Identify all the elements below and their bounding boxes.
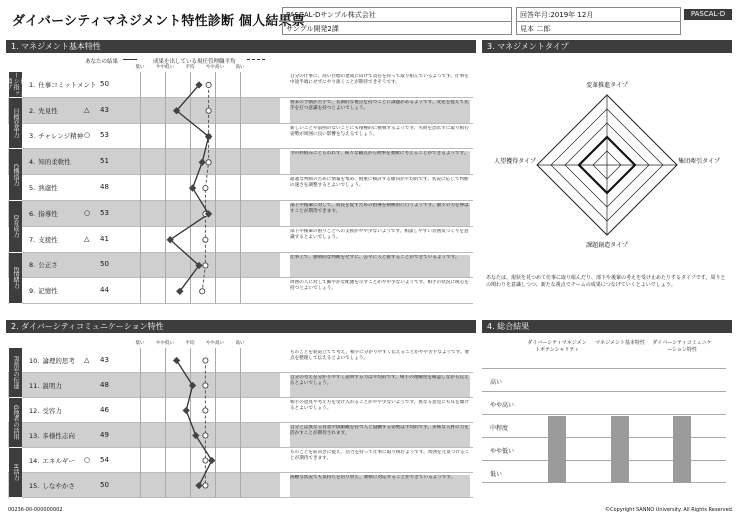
peer-average-point <box>203 263 208 268</box>
trait-score: 41 <box>100 234 109 243</box>
trait-name: 記憶性 <box>38 287 58 296</box>
self-result-point <box>183 407 190 414</box>
trait-no: 5. <box>29 184 36 193</box>
trait-name: 仕事コミットメント <box>38 80 97 89</box>
scale-label: 低い <box>135 65 145 70</box>
summary-level-row <box>482 368 726 391</box>
scale-label: 平均 <box>185 341 195 346</box>
trait-name: しなやかさ <box>42 481 75 490</box>
self-result-line <box>177 361 212 486</box>
trait-name: 支援性 <box>38 235 58 244</box>
trait-no: 10. <box>29 356 40 365</box>
trait-score: 53 <box>100 131 109 140</box>
trait-score: 49 <box>100 430 109 439</box>
self-result-point <box>195 482 202 489</box>
respondent-box <box>516 7 681 35</box>
trait-name: チャレンジ精神 <box>38 132 84 141</box>
scale-label: 低い <box>135 341 145 346</box>
type-comment: あなたは、現状を見つめて仕事に取り組んだり、部下や後輩の考えを受け止めたりするタイプです。周りとの関わりを意識しつつ、新たな視点でチームの成果につなげていくとよいでしょう。 <box>486 275 726 288</box>
trait-description: 自分の仕事に、高い目標の達成に向けて責任を持って取り組んでいるようです。仕事を中途半端にせずにやり抜くことが期待できそうです。 <box>290 74 470 97</box>
radar-axis-label: 集団牽引タイプ <box>678 158 720 165</box>
peer-average-point <box>203 483 208 488</box>
scale-label: 高い <box>235 341 245 346</box>
trait-score: 48 <box>100 380 109 389</box>
respondent-name: 見本 二郎 <box>520 25 551 33</box>
peer-average-point <box>200 289 205 294</box>
trait-no: 9. <box>29 287 36 296</box>
summary-level-label: 中程度 <box>490 424 509 432</box>
category-label: 目標変革力 <box>9 98 22 150</box>
trait-mark: ○ <box>84 455 91 464</box>
legend-self: あなたの結果 <box>85 59 119 65</box>
category-label: C構造力 <box>9 149 22 201</box>
trait-description: 相手の意見や考え方を受け入れることがやや少ないようです。異なる意見にも耳を傾けるとよいでしょう。 <box>290 400 470 422</box>
scale-label: やや高い <box>206 341 224 346</box>
self-result-point <box>208 457 215 464</box>
summary-level-label: やや高い <box>490 401 515 409</box>
copyright: ©Copyright SANNO University. All Rights Reserved. <box>605 507 734 513</box>
summary-bar <box>611 416 629 483</box>
peer-average-point <box>206 108 211 113</box>
trait-description: 将来の予測が苦手で、長期的な視点を持つことに課題があるようです。変化を捉えて先手を打つ意識を持つとよいでしょう。 <box>290 100 470 123</box>
summary-level-label: 高い <box>490 378 503 386</box>
trait-score: 53 <box>100 208 109 217</box>
trait-description: ものごとを筋道立てて考え、相手に分かりやすく伝えることがやや苦手なようです。要点を整理して伝えるとよいでしょう。 <box>290 350 470 372</box>
radar-axis-label: 人望獲得タイプ <box>494 158 536 165</box>
trait-name: 説明力 <box>42 381 62 390</box>
trait-score: 48 <box>100 183 109 192</box>
section1-header: 1. マネジメント基本特性 <box>6 40 476 53</box>
trait-name: 多様性志向 <box>42 431 75 440</box>
category-label: E情緒力 <box>9 253 22 305</box>
scale-label: やや高い <box>206 65 224 70</box>
trait-no: 11. <box>29 381 40 390</box>
trait-no: 1. <box>29 80 36 89</box>
trait-mark: △ <box>84 355 90 364</box>
trait-description: 仕事上で、感情的な判断をせずに、公平に人と接することができているようです。 <box>290 255 470 278</box>
trait-no: 4. <box>29 158 36 167</box>
radar-chart <box>482 58 732 273</box>
company-box <box>282 7 512 35</box>
self-result-point <box>199 159 206 166</box>
category-label: H活力 <box>9 448 22 498</box>
trait-description: ものごとを前向きに捉え、活力を持って仕事に取り組むようです。周囲を元気づけることが期待できます。 <box>290 450 470 472</box>
trait-no: 8. <box>29 261 36 270</box>
summary-column-header: ダイバーシティマネジメントポテンシャリティ <box>527 340 587 353</box>
company-name: PASCAL-Dサンプル株式会社 <box>286 11 376 19</box>
summary-column-header: ダイバーシティコミュニケーション特性 <box>652 340 712 353</box>
trait-description: 最適な判断のために情報を集め、慎重に検討する傾向が平均的です。状況に応じて判断の速さを調整するとよいでしょう。 <box>290 177 470 200</box>
trait-score: 50 <box>100 79 109 88</box>
self-result-point <box>189 382 196 389</box>
doc-code: 00236-00-000000002 <box>8 507 63 513</box>
peer-average-point <box>203 383 208 388</box>
trait-no: 12. <box>29 406 40 415</box>
trait-name: 指導性 <box>38 209 58 218</box>
page-title: ダイバーシティマネジメント特性診断 個人結果票 <box>12 14 305 29</box>
trait-no: 2. <box>29 106 36 115</box>
scale-label: やや低い <box>156 341 174 346</box>
trait-score: 51 <box>100 157 109 166</box>
trait-score: 50 <box>100 260 109 269</box>
self-result-point <box>192 432 199 439</box>
trait-description: 部下や後輩の困りごとへの支援がやや少ないようです。相談しやすい雰囲気づくりを意識するとよいでしょう。 <box>290 229 470 252</box>
trait-score: 44 <box>100 286 109 295</box>
trait-mark: △ <box>84 105 90 114</box>
trait-no: 14. <box>29 456 40 465</box>
scale-label: 高い <box>235 65 245 70</box>
peer-average-point <box>203 237 208 242</box>
trait-description: 困難な状況でも気持ちを切り替え、柔軟に対応することができているようです。 <box>290 475 470 497</box>
trait-mark: ○ <box>84 131 91 140</box>
trait-score: 46 <box>100 405 109 414</box>
trait-name: 公正さ <box>38 261 58 270</box>
peer-average-point <box>203 358 208 363</box>
section2-header: 2. ダイバーシティコミュニケーション特性 <box>6 320 476 333</box>
peer-average-point <box>203 458 208 463</box>
peer-average-point <box>206 160 211 165</box>
summary-bar <box>548 416 566 483</box>
trait-score: 54 <box>100 455 109 464</box>
category-label: リ総ダ合ーシ指ッ標プ <box>5 72 26 97</box>
trait-score: 43 <box>100 105 109 114</box>
legend-peer: 成果を出している現任管理職平均 <box>153 59 236 65</box>
trait-name: 熟慮性 <box>38 184 58 193</box>
scale-label: やや低い <box>156 65 174 70</box>
legend-peer-line <box>247 59 265 60</box>
summary-level-label: 低い <box>490 470 503 478</box>
trait-name: 先見性 <box>38 106 58 115</box>
peer-average-point <box>203 186 208 191</box>
summary-bar <box>673 416 691 483</box>
category-label: F意思の伝達 <box>9 348 22 398</box>
peer-average-point <box>206 82 211 87</box>
trait-description: 自分の考えを分かりやすく説明する力は平均的です。相手の理解度を確認しながら伝えるとよいでしょう。 <box>290 375 470 397</box>
trait-description: 今の枠組みにとらわれず、様々な観点から物事を柔軟に考えることができるようです。 <box>290 151 470 174</box>
peer-average-point <box>203 433 208 438</box>
category-label: D育成力 <box>9 201 22 253</box>
answer-date: 回答年月:2019年 12月 <box>520 11 594 19</box>
trait-name: エネルギー <box>42 456 75 465</box>
trait-description: 部下や後輩に対して、成長を促すための指導を積極的に行うようです。個々の力を伸ばすことが期待できます。 <box>290 203 470 226</box>
trait-no: 15. <box>29 481 40 490</box>
trait-mark: ○ <box>84 208 91 217</box>
legend-self-line <box>123 59 137 60</box>
trait-description: 周囲の人に対して細やかな配慮を示すことがやや少ないようです。相手の状況に関心を持つとよいでしょう。 <box>290 280 470 303</box>
summary-level-label: やや低い <box>490 447 515 455</box>
section1-chart <box>0 72 480 304</box>
radar-axis-label: 変革推進タイプ <box>586 82 628 89</box>
self-result-point <box>173 357 180 364</box>
brand-badge: PASCAL-D <box>684 9 732 20</box>
trait-no: 3. <box>29 132 36 141</box>
radar-axis-label: 課題創造タイプ <box>586 242 628 249</box>
trait-description: 自分とは異なる背景や価値観を持つ人と協働する姿勢は平均的です。多様な人材の力を活かすことが期待されます。 <box>290 425 470 447</box>
section3-header: 3. マネジメントタイプ <box>482 40 732 53</box>
trait-score: 43 <box>100 355 109 364</box>
trait-no: 13. <box>29 431 40 440</box>
summary-level-row <box>482 391 726 414</box>
section4-header: 4. 総合結果 <box>482 320 732 333</box>
section2-chart <box>0 348 480 498</box>
trait-name: 受容力 <box>42 406 62 415</box>
trait-no: 6. <box>29 209 36 218</box>
department: サンプル開発2課 <box>286 25 339 33</box>
trait-mark: △ <box>84 234 90 243</box>
trait-name: 知的柔軟性 <box>38 158 71 167</box>
summary-column-header: マネジメント基本特性 <box>595 340 645 346</box>
trait-score: 50 <box>100 480 109 489</box>
scale-label: 平均 <box>185 65 195 70</box>
trait-description: 新しいことや前例のないことにも積極的に挑戦するようです。失敗を恐れずに取り組む姿勢が周囲に良い影響を与えるでしょう。 <box>290 126 470 149</box>
self-result-point <box>189 184 196 191</box>
trait-no: 7. <box>29 235 36 244</box>
category-label: G他者の活用 <box>9 398 22 448</box>
trait-name: 論理的思考 <box>42 356 75 365</box>
peer-average-point <box>203 408 208 413</box>
